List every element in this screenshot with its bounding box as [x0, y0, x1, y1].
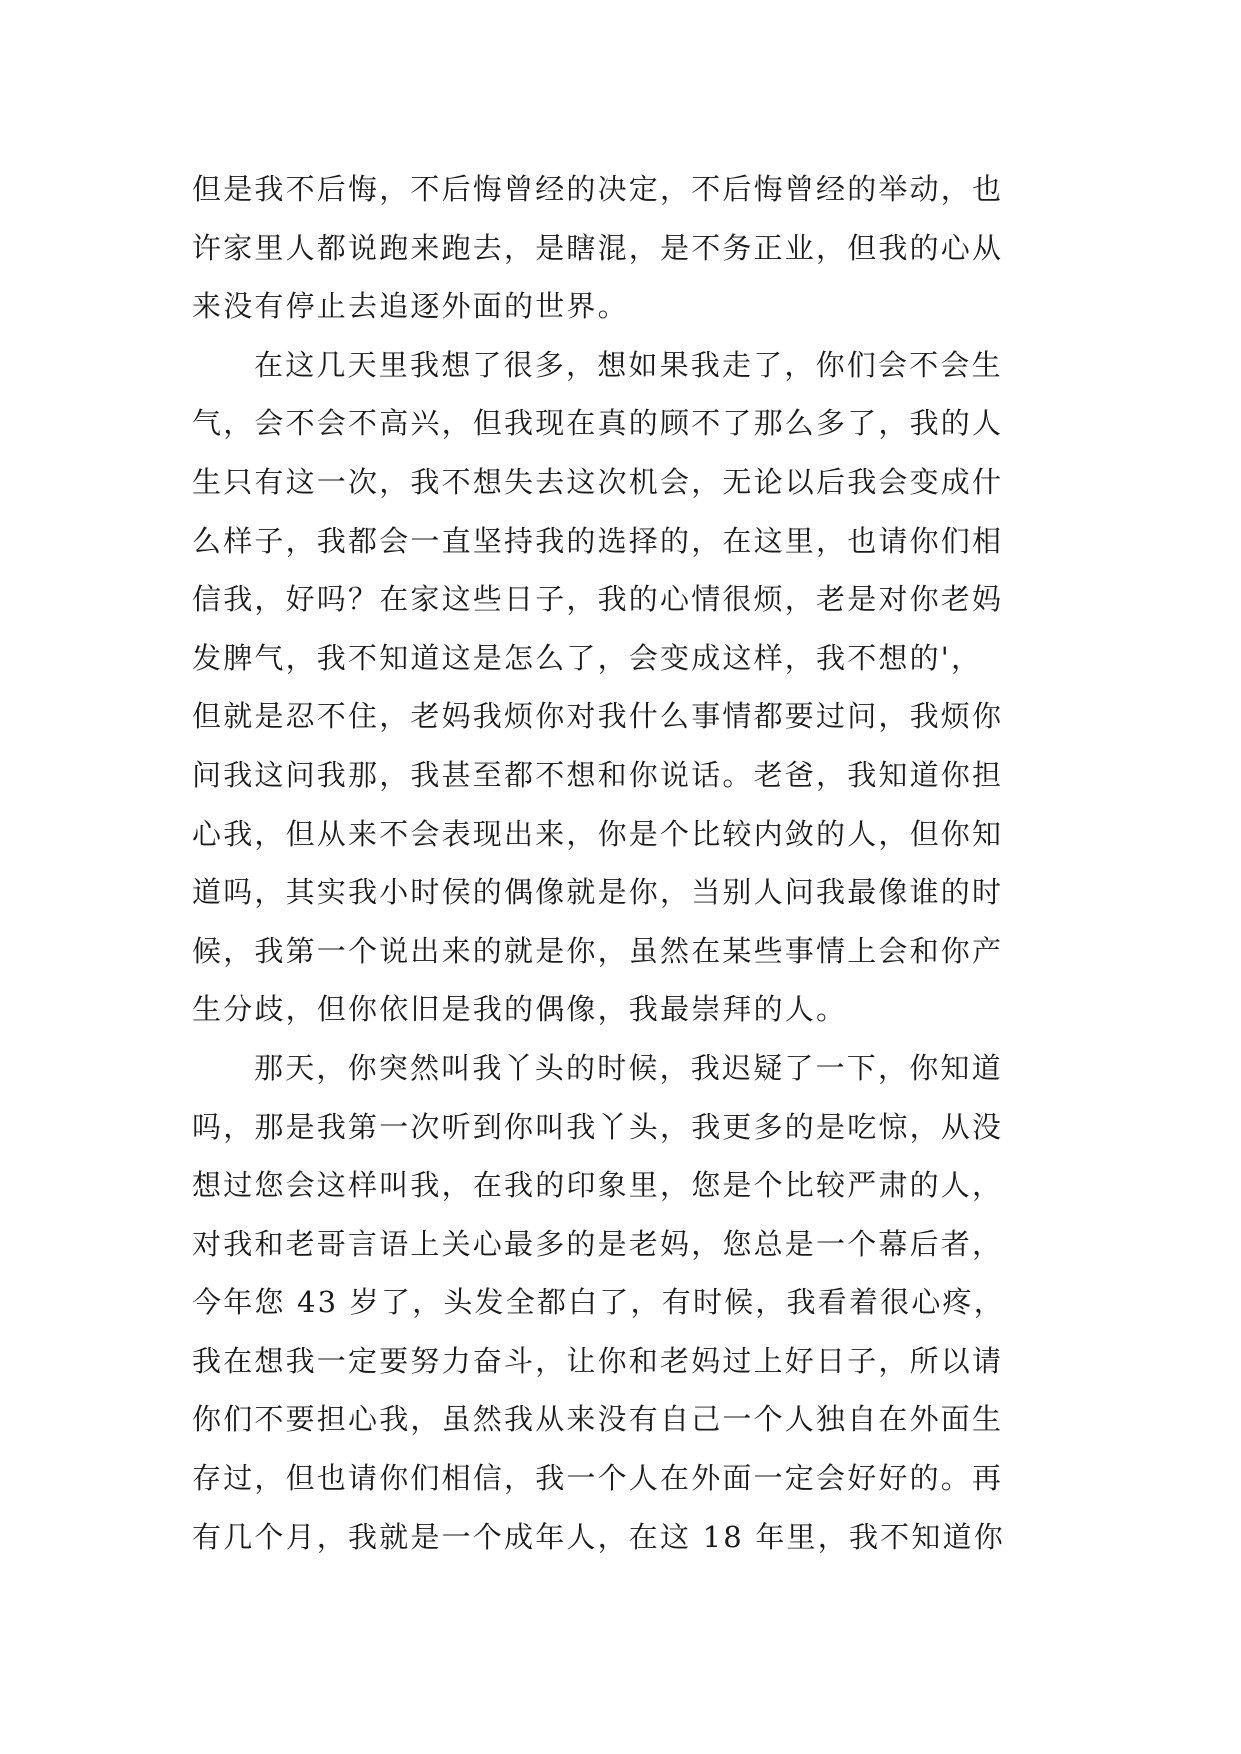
text-line: 但就是忍不住，老妈我烦你对我什么事情都要过问，我烦你	[192, 699, 1004, 734]
text-line: 信我，好吗？在家这些日子，我的心情很烦，老是对你老妈	[192, 582, 1004, 617]
text-line: 来没有停止去追逐外面的世界。	[192, 289, 629, 324]
text-line: 么样子，我都会一直坚持我的选择的，在这里，也请你们相	[192, 523, 1004, 558]
text-line: 对我和老哥言语上关心最多的是老妈，您总是一个幕后者，	[192, 1226, 1004, 1261]
text-line: 存过，但也请你们相信，我一个人在外面一定会好好的。再	[192, 1461, 1004, 1496]
text-line: 道吗，其实我小时侯的偶像就是你，当别人问我最像谁的时	[192, 875, 1004, 910]
text-line: 生只有这一次，我不想失去这次机会，无论以后我会变成什	[192, 464, 1004, 499]
text-line: 那天，你突然叫我丫头的时候，我迟疑了一下，你知道	[254, 1050, 1003, 1085]
text-line: 但是我不后悔，不后悔曾经的决定，不后悔曾经的举动，也	[192, 172, 1004, 206]
text-line: 许家里人都说跑来跑去，是瞎混，是不务正业，但我的心从	[192, 230, 1004, 265]
text-line: 吗，那是我第一次听到你叫我丫头，我更多的是吃惊，从没	[192, 1109, 1004, 1144]
text-line: 在这几天里我想了很多，想如果我走了，你们会不会生	[254, 347, 1003, 382]
text-line: 我在想我一定要努力奋斗，让你和老妈过上好日子，所以请	[192, 1343, 1004, 1378]
text-line: 气，会不会不高兴，但我现在真的顾不了那么多了，我的人	[192, 406, 1004, 441]
text-line: 候，我第一个说出来的就是你，虽然在某些事情上会和你产	[192, 933, 1004, 968]
letter-body	[192, 160, 1062, 1566]
text-line: 想过您会这样叫我，在我的印象里，您是个比较严肃的人，	[192, 1168, 1004, 1203]
text-line: 发脾气，我不知道这是怎么了，会变成这样，我不想的'，	[192, 640, 983, 675]
text-line: 今年您 43 岁了，头发全都白了，有时候，我看着很心疼，	[192, 1285, 1005, 1320]
text-line: 有几个月，我就是一个成年人，在这 18 年里，我不知道你	[192, 1519, 1005, 1554]
text-line: 你们不要担心我，虽然我从来没有自己一个人独自在外面生	[192, 1402, 1004, 1437]
text-line: 生分歧，但你依旧是我的偶像，我最崇拜的人。	[192, 992, 848, 1027]
text-line: 问我这问我那，我甚至都不想和你说话。老爸，我知道你担	[192, 757, 1004, 792]
text-line: 心我，但从来不会表现出来，你是个比较内敛的人，但你知	[192, 816, 1004, 851]
